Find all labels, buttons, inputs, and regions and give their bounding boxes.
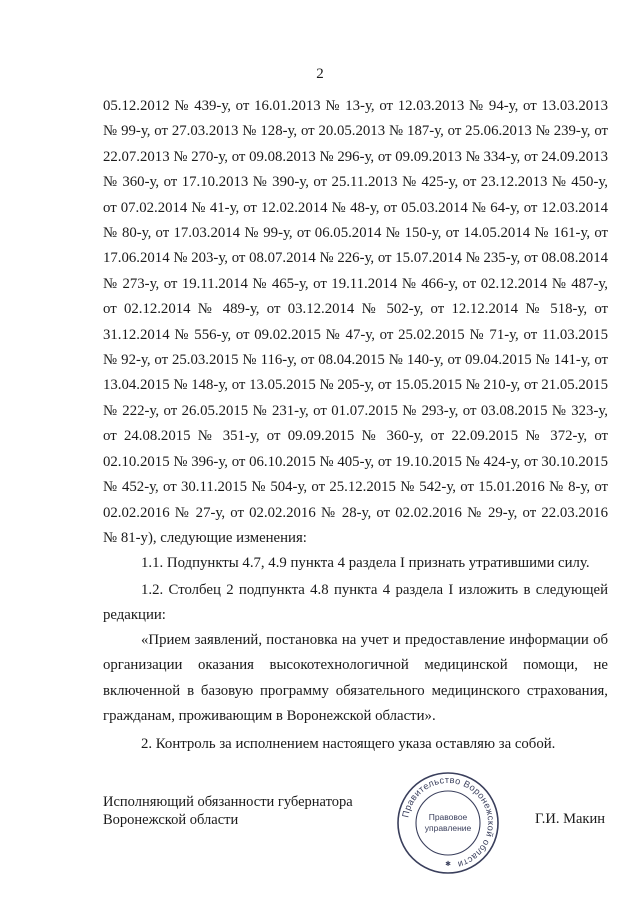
list-line: 13.04.2015 № 148-у, от 13.05.2015 № 205-у, от 15.05.2015 № 210-у, от 21.05.2015 [103, 377, 608, 394]
list-line: № 222-у, от 26.05.2015 № 231-у, от 01.07.2015 № 293-у, от 03.08.2015 № 323-у, [103, 402, 608, 419]
item-2-paragraph [103, 732, 608, 757]
quote-line: «Прием заявлений, постановка на учет и предоставление информации об [141, 632, 608, 648]
signer-position-line: Воронежской области [103, 812, 239, 828]
list-line: № 99-у, от 27.03.2013 № 128-у, от 20.05.2013 № 187-у, от 25.06.2013 № 239-у, от [103, 123, 608, 140]
list-line: 02.02.2016 № 27-у, от 02.02.2016 № 28-у, от 02.02.2016 № 29-у, от 22.03.2016 [103, 504, 608, 521]
list-line: № 360-у, от 17.10.2013 № 390-у, от 25.11.2013 № 425-у, от 23.12.2013 № 450-у, [103, 174, 608, 191]
seal-center-line: управление [424, 823, 472, 833]
quote-paragraph [103, 628, 608, 730]
item-1-2-line: редакции: [103, 607, 166, 624]
item-1-2-line: 1.2. Столбец 2 подпункта 4.8 пункта 4 раздела I изложить в следующей [141, 582, 608, 598]
page-number: 2 [316, 66, 324, 82]
item-1-2-paragraph [103, 578, 608, 629]
item-1-1-paragraph [103, 551, 608, 576]
item-1-1-text: 1.1. Подпункты 4.7, 4.9 пункта 4 раздела I признать утратившими силу. [141, 555, 590, 571]
list-line: № 273-у, от 19.11.2014 № 465-у, от 19.11.2014 № 466-у, от 02.12.2014 № 487-у, [103, 275, 608, 292]
signer-position-line: Исполняющий обязанности губернатора [103, 794, 353, 810]
list-line: № 80-у, от 17.03.2014 № 99-у, от 06.05.2014 № 150-у, от 14.05.2014 № 161-у, от [103, 225, 608, 242]
quote-line: гражданам, проживающим в Воронежской области». [103, 708, 436, 725]
seal-star: ✱ [445, 860, 451, 868]
list-line: 17.06.2014 № 203-у, от 08.07.2014 № 226-у, от 15.07.2014 № 235-у, от 08.08.2014 [103, 250, 608, 267]
signature-position [103, 793, 353, 829]
list-last-line: № 81-у), следующие изменения: [103, 529, 307, 546]
list-line: № 92-у, от 25.03.2015 № 116-у, от 08.04.2015 № 140-у, от 09.04.2015 № 141-у, от [103, 352, 608, 369]
list-line: 22.07.2013 № 270-у, от 09.08.2013 № 296-у, от 09.09.2013 № 334-у, от 24.09.2013 [103, 148, 608, 165]
list-line: 05.12.2012 № 439-у, от 16.01.2013 № 13-у, от 12.03.2013 № 94-у, от 13.03.2013 [103, 98, 608, 114]
list-line: от 07.02.2014 № 41-у, от 12.02.2014 № 48-у, от 05.03.2014 № 64-у, от 12.03.2014 [103, 199, 608, 216]
seal-ring-text: Правительство Воронежской области [400, 774, 497, 870]
list-line: 02.10.2015 № 396-у, от 06.10.2015 № 405-у, от 19.10.2015 № 424-у, от 30.10.2015 [103, 453, 608, 470]
list-line: 31.12.2014 № 556-у, от 09.02.2015 № 47-у, от 25.02.2015 № 71-у, от 11.03.2015 [103, 326, 608, 343]
list-line: № 452-у, от 30.11.2015 № 504-у, от 25.12.2015 № 542-у, от 15.01.2016 № 8-у, от [103, 479, 608, 496]
item-2-text: 2. Контроль за исполнением настоящего указа оставляю за собой. [141, 736, 556, 752]
official-seal [393, 768, 503, 878]
signer-name: Г.И. Макин [535, 811, 605, 827]
seal-center-line: Правовое [428, 812, 468, 822]
decree-list-paragraph [103, 94, 608, 551]
list-line: от 02.12.2014 № 489-у, от 03.12.2014 № 502-у, от 12.12.2014 № 518-у, от [103, 301, 608, 318]
list-line: от 24.08.2015 № 351-у, от 09.09.2015 № 360-у, от 22.09.2015 № 372-у, от [103, 428, 608, 445]
quote-line: организации оказания высокотехнологичной медицинской помощи, не [103, 657, 608, 674]
quote-line: включенной в базовую программу обязательного медицинского страхования, [103, 682, 608, 699]
